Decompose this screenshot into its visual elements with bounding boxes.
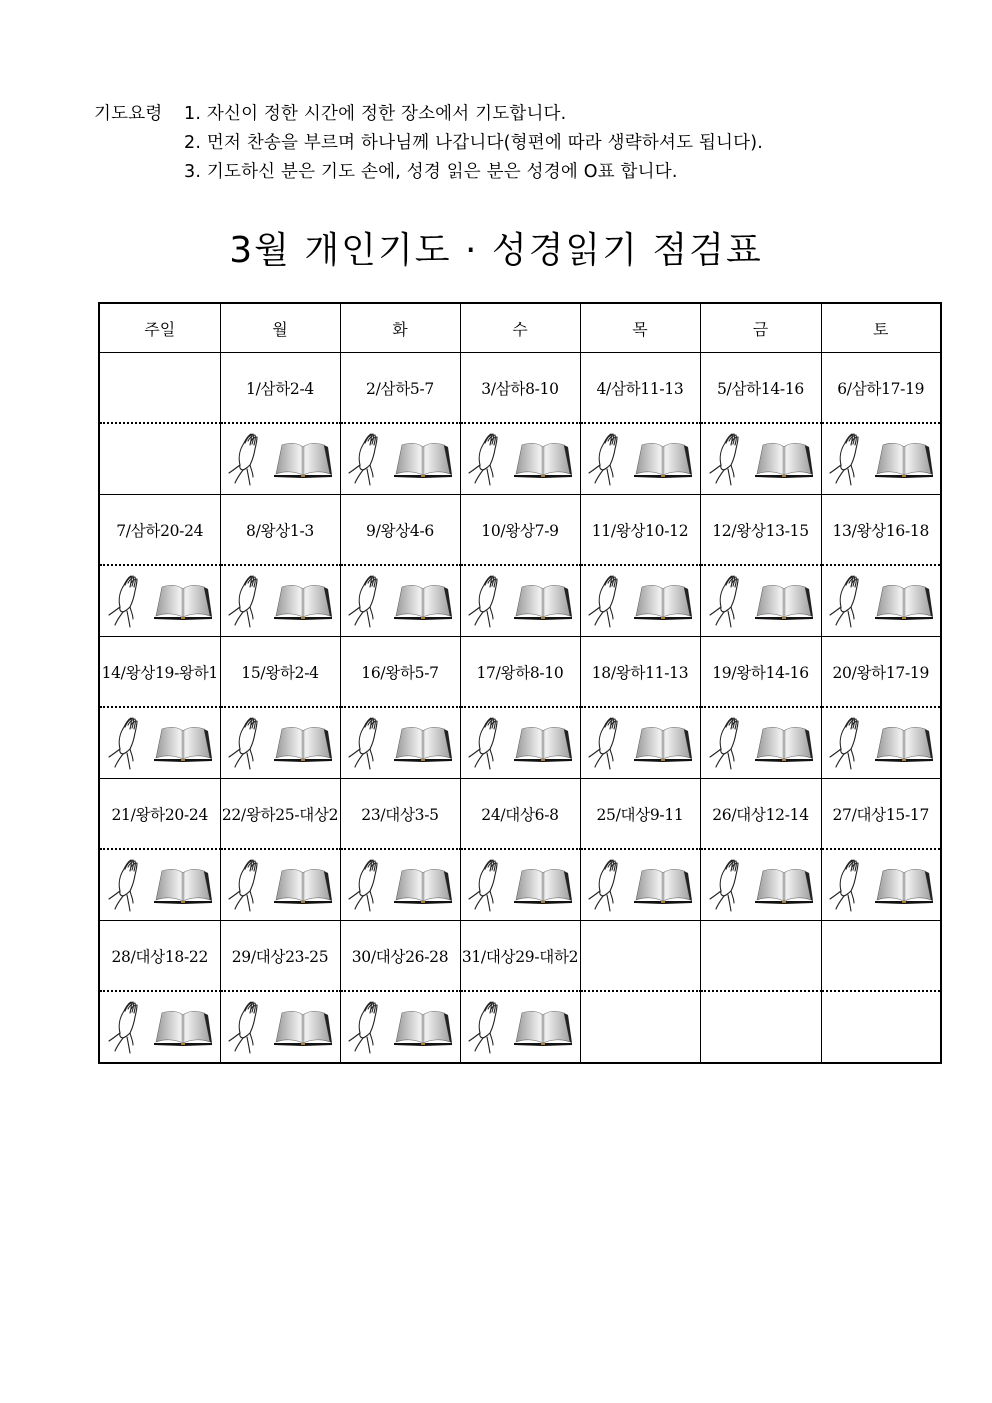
praying-hands-icon[interactable] xyxy=(346,573,386,629)
open-bible-icon[interactable] xyxy=(632,723,694,763)
reading-cell: 4/삼하11-13 xyxy=(580,353,700,424)
praying-hands-icon[interactable] xyxy=(707,573,747,629)
check-cell[interactable] xyxy=(220,849,340,921)
reading-cell: 30/대상26-28 xyxy=(340,921,460,992)
check-icons xyxy=(701,573,821,629)
week-row-readings xyxy=(99,495,941,566)
reading-cell: 19/왕하14-16 xyxy=(700,637,821,708)
instructions-label: 기도요령 xyxy=(94,104,163,124)
open-bible-icon[interactable] xyxy=(632,865,694,905)
praying-hands-icon[interactable] xyxy=(466,999,506,1055)
praying-hands-icon[interactable] xyxy=(226,431,266,487)
open-bible-icon[interactable] xyxy=(392,723,454,763)
week-row-checks xyxy=(99,707,941,779)
open-bible-icon[interactable] xyxy=(272,439,334,479)
check-icons xyxy=(100,857,220,913)
check-cell xyxy=(580,991,700,1063)
praying-hands-icon[interactable] xyxy=(707,431,747,487)
check-cell[interactable] xyxy=(340,849,460,921)
check-cell[interactable] xyxy=(220,423,340,495)
reading-cell: 21/왕하20-24 xyxy=(99,779,220,850)
check-cell[interactable] xyxy=(821,849,941,921)
check-icons xyxy=(221,573,340,629)
check-icons xyxy=(701,857,821,913)
open-bible-icon[interactable] xyxy=(392,1007,454,1047)
check-icons xyxy=(461,573,580,629)
check-icons xyxy=(701,431,821,487)
check-cell[interactable] xyxy=(340,991,460,1063)
check-icons xyxy=(822,857,941,913)
reading-cell xyxy=(821,921,941,992)
reading-cell xyxy=(99,353,220,424)
check-icons xyxy=(461,857,580,913)
praying-hands-icon[interactable] xyxy=(106,999,146,1055)
week-row-readings xyxy=(99,353,941,424)
week-row-checks xyxy=(99,849,941,921)
check-icons xyxy=(461,715,580,771)
praying-hands-icon[interactable] xyxy=(346,431,386,487)
check-cell[interactable] xyxy=(460,423,580,495)
header-monday: 월 xyxy=(220,303,340,353)
open-bible-icon[interactable] xyxy=(152,865,214,905)
check-cell[interactable] xyxy=(700,565,821,637)
week-row-checks xyxy=(99,423,941,495)
praying-hands-icon[interactable] xyxy=(106,715,146,771)
reading-cell: 1/삼하2-4 xyxy=(220,353,340,424)
reading-cell: 29/대상23-25 xyxy=(220,921,340,992)
check-icons xyxy=(221,715,340,771)
check-icons xyxy=(822,715,941,771)
praying-hands-icon[interactable] xyxy=(586,715,626,771)
open-bible-icon[interactable] xyxy=(873,581,935,621)
check-icons xyxy=(341,573,460,629)
check-icons xyxy=(341,857,460,913)
open-bible-icon[interactable] xyxy=(753,581,815,621)
reading-cell: 11/왕상10-12 xyxy=(580,495,700,566)
check-cell[interactable] xyxy=(580,423,700,495)
reading-cell: 26/대상12-14 xyxy=(700,779,821,850)
check-cell[interactable] xyxy=(99,707,220,779)
check-icons xyxy=(221,431,340,487)
check-cell[interactable] xyxy=(460,707,580,779)
header-wednesday: 수 xyxy=(460,303,580,353)
check-cell[interactable] xyxy=(821,423,941,495)
check-cell[interactable] xyxy=(340,707,460,779)
week-row-checks xyxy=(99,565,941,637)
check-icons xyxy=(341,715,460,771)
check-icons xyxy=(581,431,700,487)
check-cell[interactable] xyxy=(580,849,700,921)
praying-hands-icon[interactable] xyxy=(346,857,386,913)
header-thursday: 목 xyxy=(580,303,700,353)
praying-hands-icon[interactable] xyxy=(827,857,867,913)
open-bible-icon[interactable] xyxy=(512,581,574,621)
check-cell[interactable] xyxy=(700,707,821,779)
reading-cell: 24/대상6-8 xyxy=(460,779,580,850)
instruction-line-3: 3. 기도하신 분은 기도 손에, 성경 읽은 분은 성경에 O표 합니다. xyxy=(184,162,678,182)
reading-cell: 16/왕하5-7 xyxy=(340,637,460,708)
check-cell[interactable] xyxy=(340,423,460,495)
reading-cell: 8/왕상1-3 xyxy=(220,495,340,566)
check-cell[interactable] xyxy=(99,991,220,1063)
check-cell[interactable] xyxy=(340,565,460,637)
page-title: 3월 개인기도 · 성경읽기 점검표 xyxy=(229,230,763,271)
reading-cell: 9/왕상4-6 xyxy=(340,495,460,566)
instruction-line-1: 기도요령 1. 자신이 정한 시간에 정한 장소에서 기도합니다. xyxy=(94,100,763,129)
open-bible-icon[interactable] xyxy=(392,581,454,621)
header-tuesday: 화 xyxy=(340,303,460,353)
reading-cell: 13/왕상16-18 xyxy=(821,495,941,566)
reading-cell: 20/왕하17-19 xyxy=(821,637,941,708)
praying-hands-icon[interactable] xyxy=(226,573,266,629)
check-cell[interactable] xyxy=(460,565,580,637)
check-icons xyxy=(341,431,460,487)
praying-hands-icon[interactable] xyxy=(106,857,146,913)
check-cell[interactable] xyxy=(580,707,700,779)
praying-hands-icon[interactable] xyxy=(466,573,506,629)
week-row-readings xyxy=(99,779,941,850)
praying-hands-icon[interactable] xyxy=(827,431,867,487)
check-cell[interactable] xyxy=(220,565,340,637)
check-icons xyxy=(581,715,700,771)
reading-cell: 14/왕상19-왕하1 xyxy=(99,637,220,708)
check-cell[interactable] xyxy=(99,565,220,637)
check-cell[interactable] xyxy=(580,565,700,637)
praying-hands-icon[interactable] xyxy=(226,715,266,771)
check-icons xyxy=(822,573,941,629)
praying-hands-icon[interactable] xyxy=(586,573,626,629)
praying-hands-icon[interactable] xyxy=(827,715,867,771)
check-icons xyxy=(221,857,340,913)
check-cell[interactable] xyxy=(821,707,941,779)
praying-hands-icon[interactable] xyxy=(466,431,506,487)
header-row xyxy=(99,303,941,353)
week-row-readings xyxy=(99,921,941,992)
check-icons xyxy=(100,573,220,629)
open-bible-icon[interactable] xyxy=(753,439,815,479)
check-cell[interactable] xyxy=(220,991,340,1063)
check-icons xyxy=(701,715,821,771)
open-bible-icon[interactable] xyxy=(873,723,935,763)
open-bible-icon[interactable] xyxy=(753,865,815,905)
praying-hands-icon[interactable] xyxy=(707,857,747,913)
open-bible-icon[interactable] xyxy=(512,439,574,479)
reading-cell: 7/삼하20-24 xyxy=(99,495,220,566)
check-cell[interactable] xyxy=(220,707,340,779)
open-bible-icon[interactable] xyxy=(392,865,454,905)
praying-hands-icon[interactable] xyxy=(226,857,266,913)
open-bible-icon[interactable] xyxy=(272,1007,334,1047)
checklist-table xyxy=(98,302,942,1064)
praying-hands-icon[interactable] xyxy=(586,431,626,487)
reading-cell: 31/대상29-대하2 xyxy=(460,921,580,992)
prayer-instructions xyxy=(94,100,763,187)
open-bible-icon[interactable] xyxy=(512,723,574,763)
open-bible-icon[interactable] xyxy=(873,439,935,479)
open-bible-icon[interactable] xyxy=(512,865,574,905)
check-icons xyxy=(100,715,220,771)
header-friday: 금 xyxy=(700,303,821,353)
check-cell xyxy=(99,423,220,495)
praying-hands-icon[interactable] xyxy=(827,573,867,629)
praying-hands-icon[interactable] xyxy=(226,999,266,1055)
instruction-line-2: 2. 먼저 찬송을 부르며 하나님께 나갑니다(형편에 따라 생략하셔도 됩니다). xyxy=(184,133,764,153)
check-cell xyxy=(821,991,941,1063)
open-bible-icon[interactable] xyxy=(272,865,334,905)
check-icons xyxy=(100,999,220,1055)
praying-hands-icon[interactable] xyxy=(466,715,506,771)
check-icons xyxy=(341,999,460,1055)
reading-cell: 17/왕하8-10 xyxy=(460,637,580,708)
praying-hands-icon[interactable] xyxy=(466,857,506,913)
header-saturday: 토 xyxy=(821,303,941,353)
check-cell[interactable] xyxy=(700,849,821,921)
open-bible-icon[interactable] xyxy=(152,723,214,763)
praying-hands-icon[interactable] xyxy=(586,857,626,913)
open-bible-icon[interactable] xyxy=(753,723,815,763)
praying-hands-icon[interactable] xyxy=(346,999,386,1055)
reading-cell: 25/대상9-11 xyxy=(580,779,700,850)
open-bible-icon[interactable] xyxy=(392,439,454,479)
reading-cell xyxy=(700,921,821,992)
praying-hands-icon[interactable] xyxy=(707,715,747,771)
reading-cell: 18/왕하11-13 xyxy=(580,637,700,708)
open-bible-icon[interactable] xyxy=(512,1007,574,1047)
open-bible-icon[interactable] xyxy=(873,865,935,905)
reading-cell: 2/삼하5-7 xyxy=(340,353,460,424)
header-sunday: 주일 xyxy=(99,303,220,353)
reading-cell: 23/대상3-5 xyxy=(340,779,460,850)
week-row-checks xyxy=(99,991,941,1063)
check-cell[interactable] xyxy=(821,565,941,637)
check-cell[interactable] xyxy=(700,423,821,495)
praying-hands-icon[interactable] xyxy=(106,573,146,629)
open-bible-icon[interactable] xyxy=(632,439,694,479)
reading-cell: 15/왕하2-4 xyxy=(220,637,340,708)
reading-cell xyxy=(580,921,700,992)
check-icons xyxy=(581,573,700,629)
praying-hands-icon[interactable] xyxy=(346,715,386,771)
reading-cell: 28/대상18-22 xyxy=(99,921,220,992)
open-bible-icon[interactable] xyxy=(272,723,334,763)
reading-cell: 3/삼하8-10 xyxy=(460,353,580,424)
reading-cell: 22/왕하25-대상2 xyxy=(220,779,340,850)
check-cell xyxy=(700,991,821,1063)
reading-cell: 10/왕상7-9 xyxy=(460,495,580,566)
open-bible-icon[interactable] xyxy=(272,581,334,621)
check-icons xyxy=(581,857,700,913)
check-icons xyxy=(461,431,580,487)
check-icons xyxy=(221,999,340,1055)
reading-cell: 5/삼하14-16 xyxy=(700,353,821,424)
reading-cell: 27/대상15-17 xyxy=(821,779,941,850)
open-bible-icon[interactable] xyxy=(152,581,214,621)
reading-cell: 12/왕상13-15 xyxy=(700,495,821,566)
check-cell[interactable] xyxy=(460,991,580,1063)
check-cell[interactable] xyxy=(99,849,220,921)
check-icons xyxy=(461,999,580,1055)
open-bible-icon[interactable] xyxy=(152,1007,214,1047)
reading-cell: 6/삼하17-19 xyxy=(821,353,941,424)
check-cell[interactable] xyxy=(460,849,580,921)
week-row-readings xyxy=(99,637,941,708)
open-bible-icon[interactable] xyxy=(632,581,694,621)
check-icons xyxy=(822,431,941,487)
